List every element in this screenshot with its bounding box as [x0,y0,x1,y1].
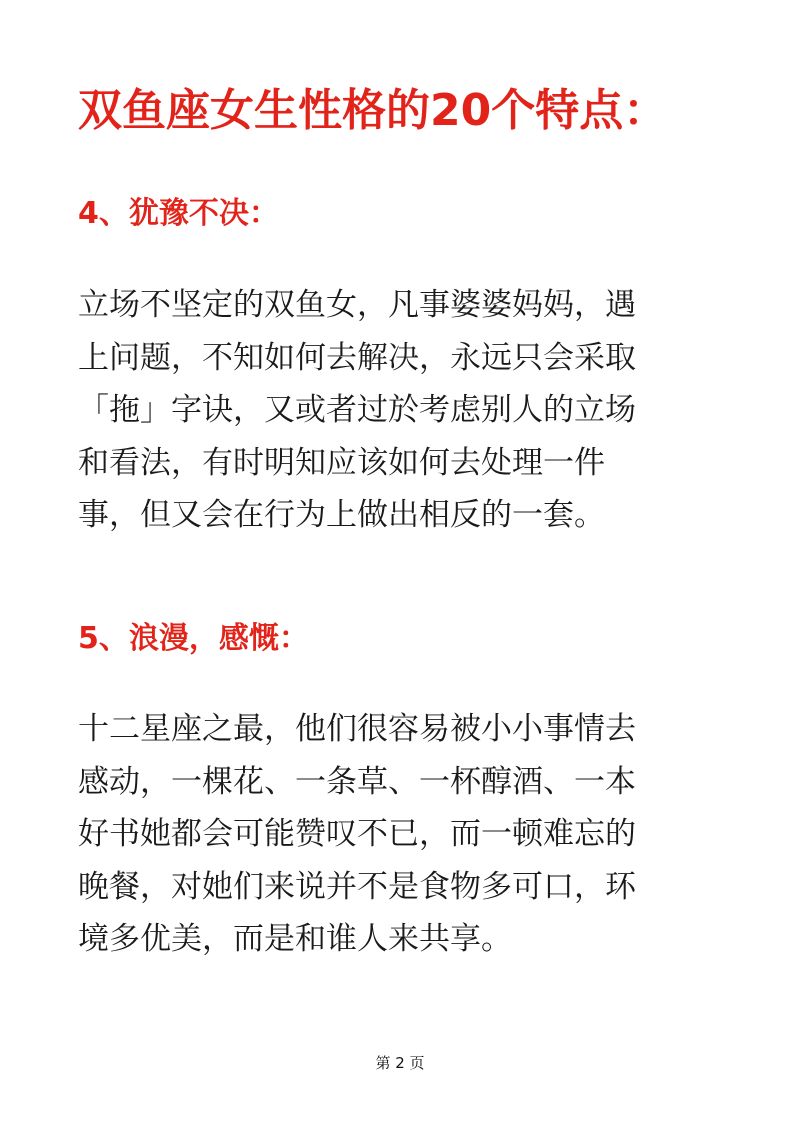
body-line: 上问题，不知如何去解决，永远只会采取 [78,339,636,376]
body-line: 好书她都会可能赞叹不已，而一顿难忘的 [78,816,636,852]
body-line: 立场不坚定的双鱼女，凡事婆婆妈妈，遇 [78,287,636,323]
body-line: 境多优美，而是和谁人来共享。 [78,921,512,957]
section-heading-5: 5、浪漫，感慨： [78,621,309,656]
body-line: 「拖」字诀，又或者过於考虑别人的立场 [78,392,636,428]
body-line: 和看法，有时明知应该如何去处理一件 [78,444,605,481]
body-line: 感动，一棵花、一条草、一杯醇酒、一本 [78,763,636,800]
section-body-4 [78,279,718,542]
body-line: 晚餐，对她们来说并不是食物多可口，环 [78,868,636,905]
body-line: 事，但又会在行为上做出相反的一套。 [78,497,605,533]
section-body-5 [78,703,718,966]
page-number: 第 2 页 [375,1054,425,1072]
section-heading-4: 4、犹豫不决： [78,196,279,231]
page-title: 双鱼座女生性格的20个特点： [78,85,668,136]
body-line: 十二星座之最，他们很容易被小小事情去 [78,711,636,747]
